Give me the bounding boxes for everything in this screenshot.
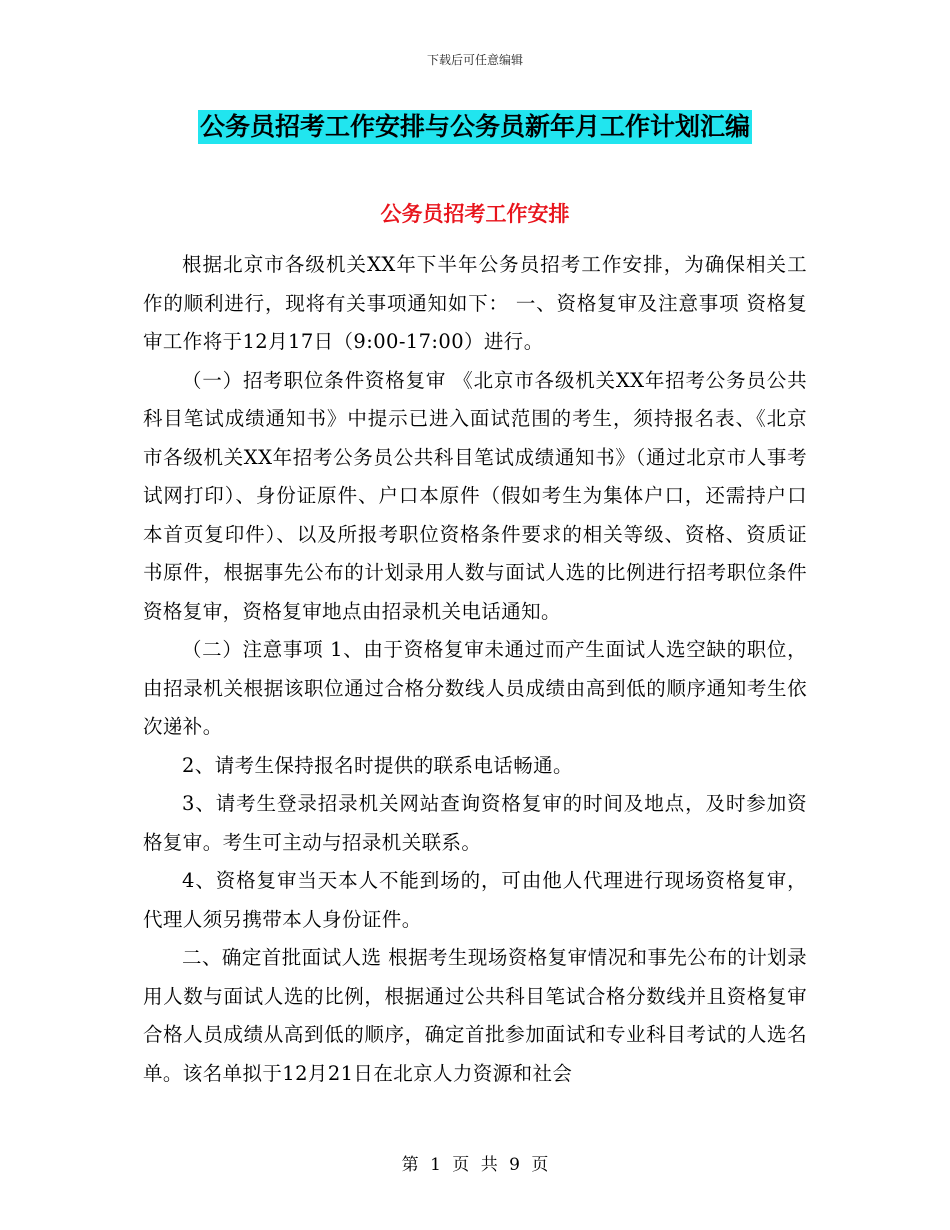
paragraph: 3、请考生登录招录机关网站查询资格复审的时间及地点，及时参加资格复审。考生可主动与招录机关联系。 — [143, 792, 807, 854]
page-header-note: 下载后可任意编辑 — [426, 53, 523, 67]
section-title: 公务员招考工作安排 — [380, 202, 570, 226]
main-title: 公务员招考工作安排与公务员新年月工作计划汇编 — [198, 110, 752, 144]
paragraph: 根据北京市各级机关XX年下半年公务员招考工作安排，为确保相关工作的顺利进行，现将有关事项通知如下： 一、资格复审及注意事项 资格复审工作将于12月17日（9:00-17:00）进行。 — [143, 253, 807, 353]
paragraph: 2、请考生保持报名时提供的联系电话畅通。 — [182, 753, 573, 777]
paragraph: 二、确定首批面试人选 根据考生现场资格复审情况和事先公布的计划录用人数与面试人选的比例，根据通过公共科目笔试合格分数线并且资格复审合格人员成绩从高到低的顺序，确定首批参加面试和专业科目考试的人选名单。该名单拟于12月21日在北京人力资源和社会 — [143, 946, 807, 1085]
document-body — [143, 246, 807, 1093]
main-title-container — [0, 110, 950, 144]
paragraph: （一）招考职位条件资格复审 《北京市各级机关XX年招考公务员公共科目笔试成绩通知书》中提示已进入面试范围的考生，须持报名表、《北京市各级机关XX年招考公务员公共科目笔试成绩通知书》（通过北京市人事考试网打印）、身份证原件、户口本原件（假如考生为集体户口，还需持户口本首页复印件）、以及所报考职位资格条件要求的相关等级、资格、资质证书原件，根据事先公布的计划录用人数与面试人选的比例进行招考职位条件资格复审，资格复审地点由招录机关电话通知。 — [143, 368, 807, 623]
page-number: 第 1 页 共 9 页 — [401, 1155, 549, 1175]
paragraph: （二）注意事项 1、由于资格复审未通过而产生面试人选空缺的职位，由招录机关根据该职位通过合格分数线人员成绩由高到低的顺序通知考生依次递补。 — [143, 638, 807, 738]
paragraph: 4、资格复审当天本人不能到场的，可由他人代理进行现场资格复审，代理人须另携带本人身份证件。 — [143, 869, 807, 931]
